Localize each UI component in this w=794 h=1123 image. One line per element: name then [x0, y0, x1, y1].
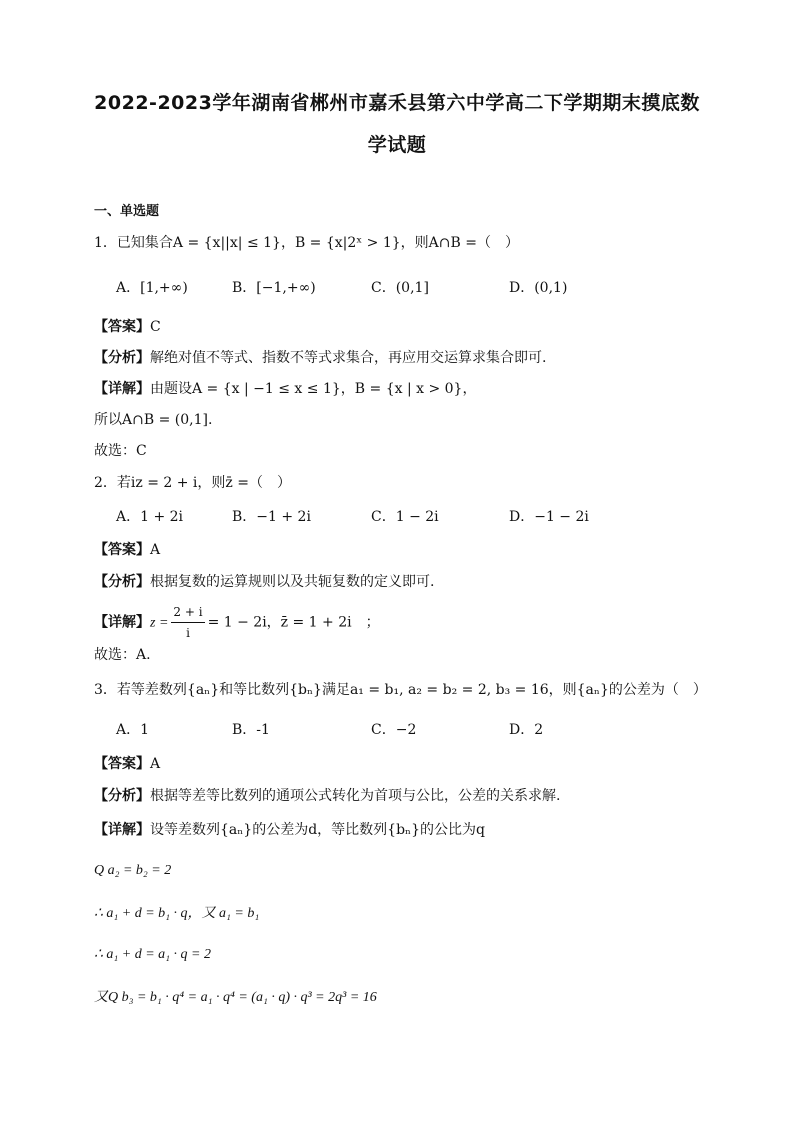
q1-stem: 1．已知集合A = {x||x| ≤ 1}，B = {x|2ˣ > 1}，则A∩B =（ ） — [94, 235, 519, 251]
q2-option-b: B．−1 + 2i — [232, 509, 311, 525]
q3-step-4: 又Q b₃ = b₁ · q⁴ = a₁ · q⁴ = (a₁ · q) · q³ = 2q³ = 16 — [94, 990, 377, 1005]
detail-text: 由题设A = {x | −1 ≤ x ≤ 1}，B = {x | x > 0}， — [150, 381, 477, 397]
analysis-text: 根据复数的运算规则以及共轭复数的定义即可. — [150, 574, 435, 590]
detail-tag: 【详解】 — [94, 614, 150, 631]
q1-option-a: A．[1,+∞) — [116, 280, 188, 296]
detail-tag: 【详解】 — [94, 822, 150, 838]
answer-tag: 【答案】 — [94, 756, 150, 772]
q3-step-3: ∴ a₁ + d = a₁ · q = 2 — [94, 947, 211, 962]
doc-title-line1: 2022-2023学年湖南省郴州市嘉禾县第六中学高二下学期期末摸底数 — [94, 92, 700, 114]
q3-answer — [94, 754, 160, 774]
q1-option-c: C．(0,1] — [371, 280, 429, 296]
analysis-text: 根据等差等比数列的通项公式转化为首项与公比，公差的关系求解. — [150, 788, 561, 804]
q3-stem: 3．若等差数列{aₙ}和等比数列{bₙ}满足a₁ = b₁, a₂ = b₂ = 2, b₃ = 16，则{aₙ}的公差为（ ） — [94, 682, 707, 698]
doc-title-line2: 学试题 — [367, 134, 427, 156]
answer-tag: 【答案】 — [94, 542, 150, 558]
answer-value: A — [150, 542, 161, 558]
detail-lhs: z = — [150, 615, 169, 631]
analysis-tag: 【分析】 — [94, 788, 150, 804]
q1-detail2: 所以A∩B = (0,1]. — [94, 412, 213, 428]
answer-tag: 【答案】 — [94, 319, 150, 335]
q1-option-b: B．[−1,+∞) — [232, 280, 316, 296]
q2-answer — [94, 540, 160, 560]
q2-choice: 故选：A. — [94, 647, 151, 663]
q3-option-a: A．1 — [116, 722, 150, 738]
detail-tag: 【详解】 — [94, 381, 150, 397]
q2-option-d: D．−1 − 2i — [509, 509, 589, 525]
q3-step-1: Q a₂ = b₂ = 2 — [94, 863, 172, 878]
q3-detail — [94, 820, 485, 840]
answer-value: A — [150, 756, 161, 772]
fraction — [171, 602, 204, 643]
q2-option-c: C．1 − 2i — [371, 509, 439, 525]
q1-detail — [94, 379, 476, 399]
detail-rhs: = 1 − 2i，z̄ = 1 + 2i ； — [207, 614, 380, 631]
q3-option-c: C．−2 — [371, 722, 417, 738]
q3-option-d: D．2 — [509, 722, 544, 738]
section-heading: 一、单选题 — [94, 204, 160, 219]
analysis-tag: 【分析】 — [94, 350, 150, 366]
q2-option-a: A．1 + 2i — [116, 509, 184, 525]
analysis-text: 解绝对值不等式、指数不等式求集合，再应用交运算求集合即可. — [150, 350, 547, 366]
q2-stem: 2．若iz = 2 + i，则z̄ =（ ） — [94, 475, 291, 491]
q2-analysis — [94, 572, 434, 592]
analysis-tag: 【分析】 — [94, 574, 150, 590]
q1-answer — [94, 317, 161, 337]
fraction-denominator: i — [186, 626, 190, 640]
answer-value: C — [150, 319, 161, 335]
detail-text: 设等差数列{aₙ}的公差为d，等比数列{bₙ}的公比为q — [150, 822, 485, 838]
q3-step-2: ∴ a₁ + d = b₁ · q，又 a₁ = b₁ — [94, 906, 260, 921]
q3-analysis — [94, 786, 560, 806]
q3-option-b: B．-1 — [232, 722, 270, 738]
q1-analysis — [94, 348, 546, 368]
q1-option-d: D．(0,1) — [509, 280, 568, 296]
q1-choice: 故选：C — [94, 443, 147, 459]
q2-detail — [94, 602, 380, 643]
fraction-numerator: 2 + i — [171, 602, 204, 623]
